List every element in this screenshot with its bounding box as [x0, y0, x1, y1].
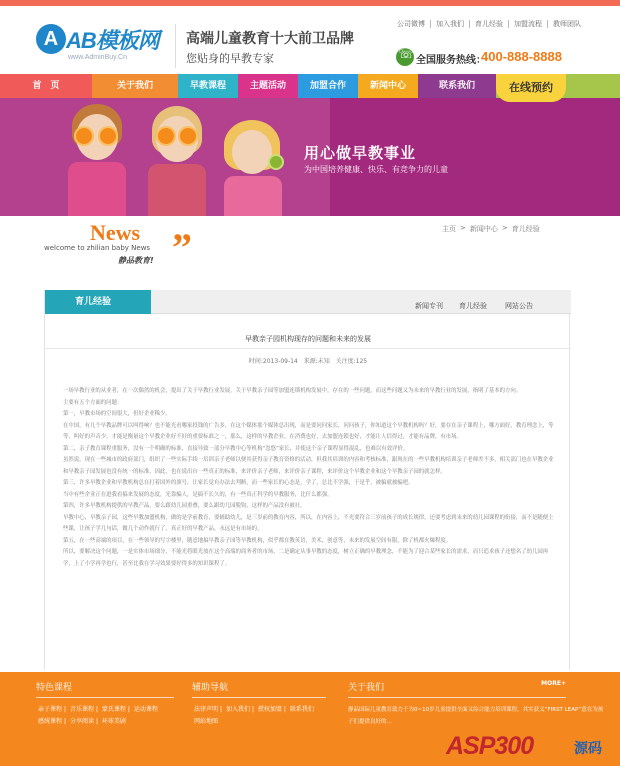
- footer-link[interactable]: 法律声明: [194, 706, 219, 713]
- article-paragraph: 第五，在一些高端的项目，在一些领导的写字楼里，随意地搞早教亲子园等早教机构，似乎都在教英语，美术，创意等，未来的发展空间有限，除了机都火爆程度。: [63, 537, 452, 544]
- sub-slogan: 您贴身的早教专家: [186, 52, 274, 65]
- logo-subtitle: www.AdminBuy.Cn: [68, 54, 128, 61]
- article-title: 早教亲子园机构现存的问题和未来的发展: [245, 335, 371, 343]
- nav-item-activities[interactable]: 主题活动: [238, 74, 298, 98]
- child-illustration: [62, 102, 132, 216]
- top-link-weibo[interactable]: 公司微博: [397, 20, 425, 28]
- hotline-number: 400-888-8888: [481, 49, 562, 64]
- footer-courses: [36, 680, 174, 728]
- watermark-text: ASP300: [446, 732, 534, 760]
- news-welcome-text: welcome to zhilian baby News: [44, 244, 151, 252]
- article-paragraph: 第四，许多早教机构提供的早教产品，要么跟幼儿园重叠，要么跟幼儿园脱钩，这样的产品没有被社。: [63, 503, 306, 509]
- footer-link[interactable]: 蒙氏课程: [101, 706, 126, 713]
- watermark-cn: 源码: [574, 741, 602, 757]
- footer-link[interactable]: 亲子课程: [38, 706, 63, 713]
- article-meta: [45, 356, 571, 365]
- footer-nav-links: 法律声明 | 加入我们 | 授权加盟 | 联系我们 网站地图: [194, 706, 314, 725]
- banner-title: 用心做早教事业: [304, 144, 417, 162]
- footer-courses-links: 亲子课程 | 音乐课程 | 蒙氏课程 | 运动课程 感统课程 | 分享阅读 | 环球美剧: [38, 706, 158, 725]
- article-paragraph: 虽然说，现在一些城市的政府部门，组织了一些实际手续一培训亲子老师以便其获得亲子教育资格的活动，但我其培训的内容和考核标准，跟现在的一些早教机构培训亲子老师差不多，相关部门也在早教企业和早教亲子园发展也没有统一的标准，因此，也在说出台一些真正的标准，来评价亲子老师，来评价亲子课程，来评价这个早教企业和这个早教亲子园的就怎样。: [63, 457, 554, 475]
- breadcrumb-current[interactable]: 育儿经验: [511, 225, 540, 233]
- divider: [45, 348, 571, 349]
- article-paragraph: 当中有些企业正在进我看搞来发展的态度，光靠骗人，是搞不长久的，有一些真正科学的早教服务，比什么都强。: [63, 491, 333, 498]
- news-heading: News: [90, 220, 141, 245]
- news-tagline: 静品教育!: [118, 256, 154, 265]
- nav-item-news[interactable]: 新闻中心: [358, 74, 418, 98]
- footer-link[interactable]: 音乐课程: [69, 706, 94, 713]
- breadcrumb-separator: >: [501, 224, 508, 232]
- tab-bar: [45, 290, 571, 314]
- header-divider: [175, 24, 176, 68]
- article-paragraph: 在中国，有几个早教品牌可以叫得响？也不能光看哪家投钱的广告多，在这个媒体那个媒体总出现，而是要问问家长，问问孩子，你知道这个早教机构吗？好，要存在亲子课程上，哪方面好，教育理念上，等等，叫好的声音少，才能是衡量这个早教企业好不好的重要标准之一，那么，这样的早教企业，在消费也好，去加盟连锁也好，才能让人信得过，才能有品牌，有市场。: [63, 422, 554, 440]
- article-panel: [44, 290, 570, 670]
- footer-more-link[interactable]: MORE+: [541, 680, 566, 687]
- article-time: 时间:2013-09-14: [248, 358, 298, 365]
- article-source: 来源:未知: [303, 358, 330, 365]
- tab-parenting-active[interactable]: 育儿经验: [45, 290, 151, 314]
- section-header: [44, 216, 570, 276]
- footer-courses-title: 特色课程: [36, 680, 174, 698]
- hotline-label: 全国服务热线：: [416, 55, 486, 66]
- article-views: 关注度:125: [335, 358, 368, 365]
- child-illustration: [142, 106, 212, 216]
- tab-news-special[interactable]: 新闻专刊: [415, 302, 443, 310]
- footer-nav-title: 辅助导航: [192, 680, 326, 698]
- article-paragraph: 第三，许多早教企业和早教机构总在打着国外的旗号，让家长觉有办法去判断，而一些家长的心态是，学了，总比不学强，于是乎，被骗就被骗吧。: [63, 480, 414, 486]
- nav-item-franchise[interactable]: 加盟合作: [298, 74, 358, 98]
- article-paragraph: 第二，亲子教育课程重服务，没有一个明确的标准，直接导致一部分早教中心等机构“忽悠”家长，并使这个亲子课程显得混乱，也难以有效评价。: [63, 445, 409, 452]
- footer-link[interactable]: 环球美剧: [101, 718, 126, 725]
- footer-link[interactable]: 加入我们: [225, 706, 250, 713]
- footer-nav: [192, 680, 326, 728]
- footer-link[interactable]: 感统课程: [38, 718, 63, 725]
- online-booking-button[interactable]: 在线预约: [496, 74, 566, 102]
- hero-banner: [0, 98, 620, 216]
- article-body: [63, 386, 557, 570]
- footer-about-text: 静品国际儿童教育致力于为0~10岁儿童提供全面又综合能力培训课程，其实获义“FIRST LEAP”意在为孩子们提供良好的…: [348, 707, 604, 725]
- breadcrumb-news[interactable]: 新闻中心: [469, 225, 498, 233]
- child-illustration: [216, 120, 288, 216]
- phone-icon: [396, 48, 414, 66]
- article-paragraph: 所以，要解决这个问题，一是实体市场细分，不能光将眼光放在这个高端的商务者的市场，二是确定从事早教的态度，树立正确的早教理念，不能为了迎合某些家长的需求，而只追求孩子还想名了幼儿园再学，上了小学再学也行，甚至比我在学习效果要好得多的知识课程了。: [63, 549, 549, 567]
- footer-link[interactable]: 运动课程: [133, 706, 158, 713]
- footer-link[interactable]: 授权加盟: [257, 706, 282, 713]
- footer-about: [348, 680, 604, 728]
- nav-item-home[interactable]: 首 页: [0, 74, 92, 98]
- article-paragraph: 早教中心，早教亲子园，这些早教加盟机构，做的是学前教育，要辅助幼儿，是三岁前的教育内容，所以，在内容上，不光要符合三岁前孩子的成长规律，还要考虑到未来的幼儿园课程的衔接，而不是随便上些课，让孩子学几句话，做几个动作就行了，真正好的早教产品，永远是有市场的。: [63, 514, 554, 532]
- breadcrumb-home[interactable]: 主页: [442, 225, 456, 233]
- breadcrumb-separator: >: [460, 224, 466, 232]
- article-paragraph: 一场早教行业的从业者，在一次偶然的机会，提出了关于早教行业发展，关于早教亲子园等加盟连锁机构发展中，存在的一些问题，而这些问题又为未来的早教行业的发展，指明了基本的方向。: [63, 388, 522, 394]
- nav-item-contact[interactable]: 联系我们: [418, 74, 496, 98]
- footer-link[interactable]: 联系我们: [289, 706, 314, 713]
- top-link-parenting[interactable]: 育儿经验: [469, 20, 508, 28]
- tab-parenting[interactable]: 育儿经验: [459, 302, 487, 310]
- footer-link[interactable]: 网站地图: [194, 718, 219, 725]
- header: [0, 6, 620, 74]
- tab-announcements[interactable]: 网站公告: [505, 302, 533, 310]
- logo-mark: A: [36, 24, 66, 54]
- article-paragraph: 主要有五个方面的问题：: [63, 399, 123, 406]
- nav-item-courses[interactable]: 早教课程: [178, 74, 238, 98]
- footer-about-title: 关于我们: [348, 680, 566, 698]
- site-logo[interactable]: [36, 24, 176, 72]
- top-link-franchise[interactable]: 加盟流程: [508, 20, 547, 28]
- banner-subtitle: 为中国培养健康、快乐、有竞争力的儿童: [304, 165, 448, 174]
- article-paragraph: 第一，早教市场的空间很大，但好企业稀少。: [63, 411, 171, 417]
- top-links: [392, 20, 586, 28]
- logo-text: AB模板网: [66, 28, 159, 53]
- footer-link[interactable]: 分享阅读: [69, 718, 94, 725]
- watermark-logo: [446, 732, 620, 766]
- hotline: [396, 48, 596, 70]
- quote-mark-icon: ”: [172, 225, 192, 270]
- breadcrumb: [440, 224, 542, 234]
- top-link-teachers[interactable]: 教师团队: [547, 20, 586, 28]
- nav-item-about[interactable]: 关于我们: [92, 74, 178, 98]
- slogan: 高端儿童教育十大前卫品牌: [186, 31, 354, 47]
- top-link-join[interactable]: 加入我们: [430, 20, 469, 28]
